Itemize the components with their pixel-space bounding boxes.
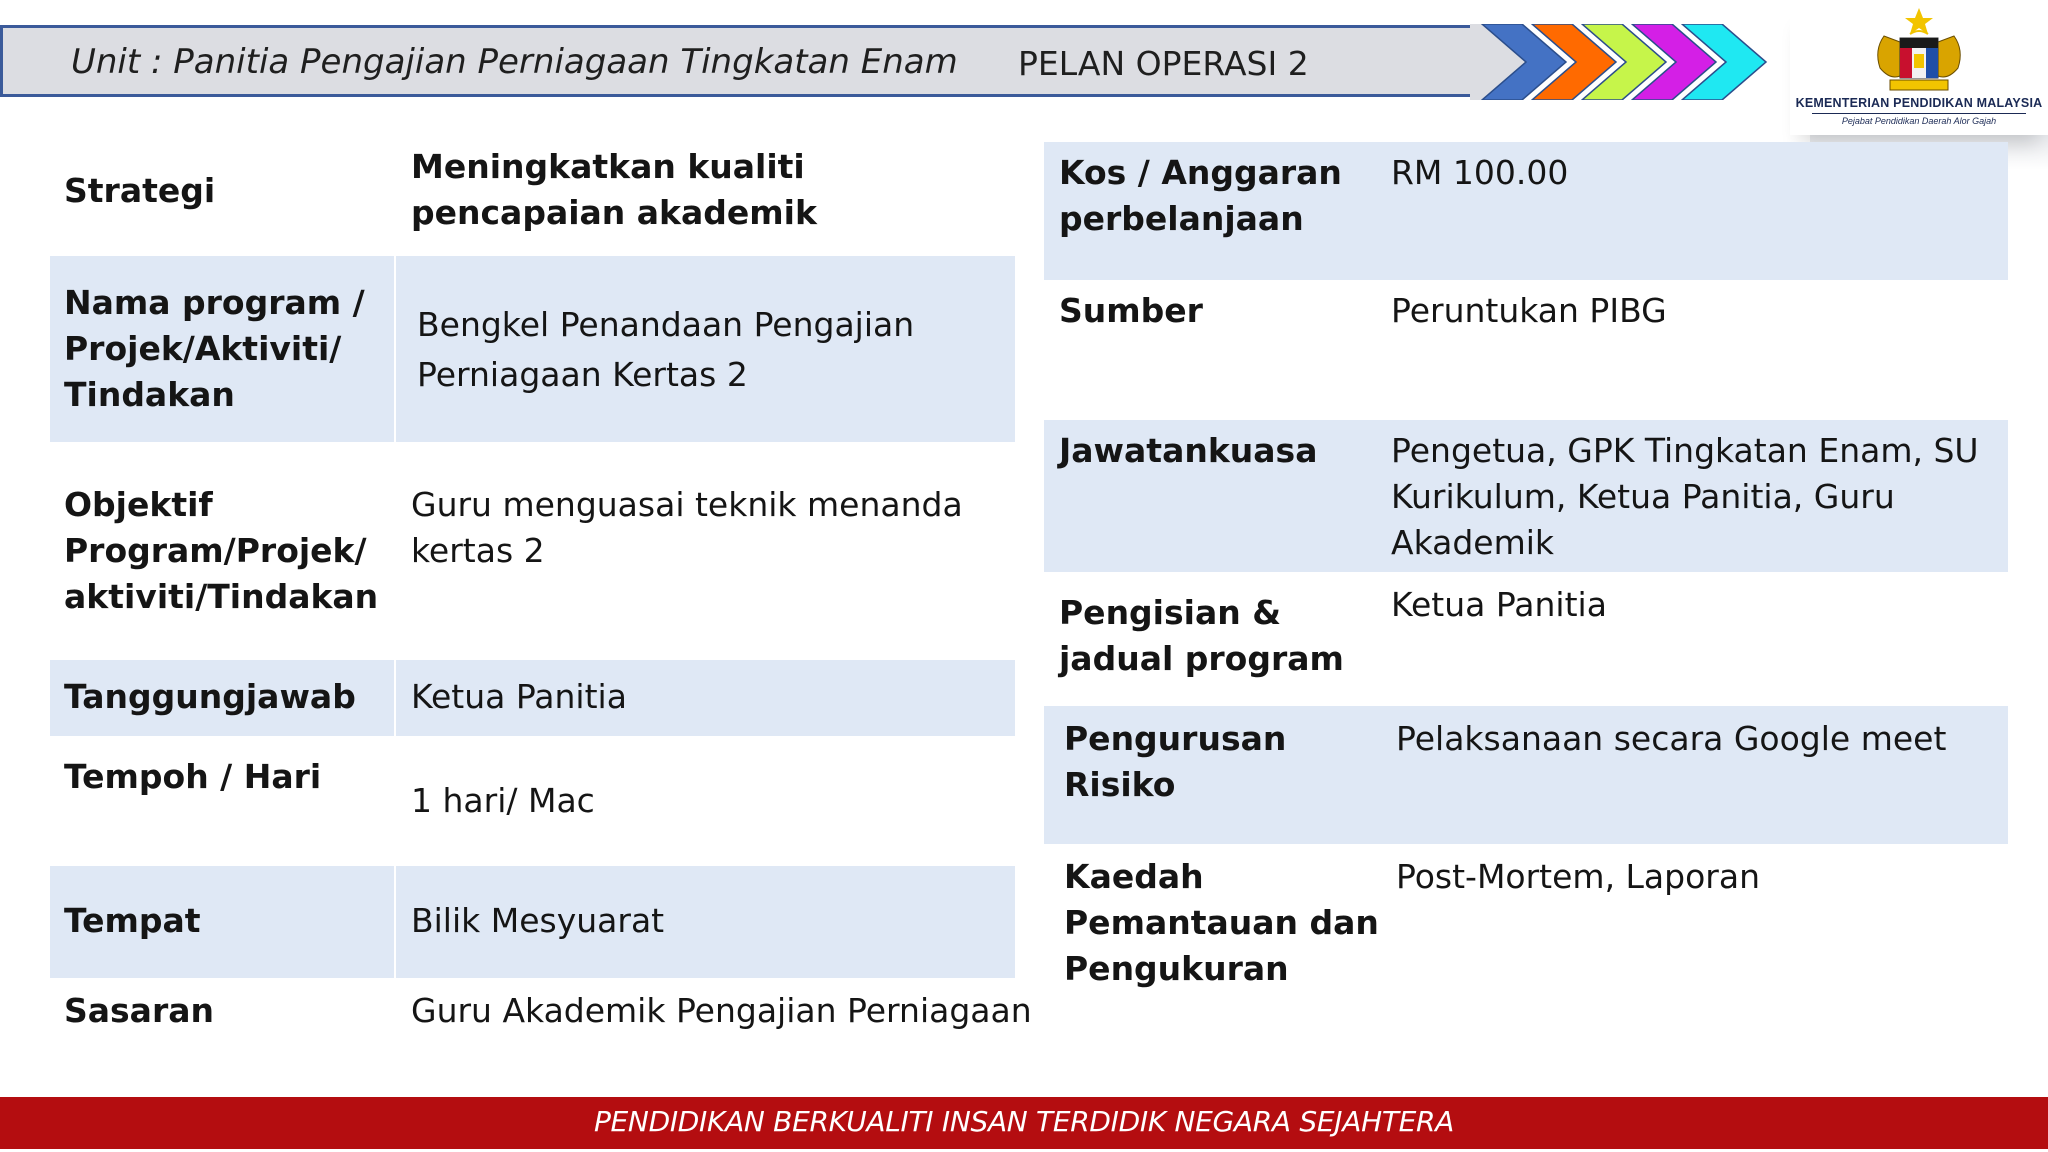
table-row <box>1044 420 2008 572</box>
footer-bar <box>0 1097 2048 1149</box>
row-label: Sasaran <box>64 991 214 1030</box>
row-value: Ketua Panitia <box>411 677 627 716</box>
header-banner <box>0 25 1490 97</box>
row-value: Peruntukan PIBG <box>1391 291 1667 330</box>
unit-title: Unit : Panitia Pengajian Perniagaan Tingkatan Enam <box>71 42 958 82</box>
table-row <box>1044 142 2008 280</box>
table-row <box>50 140 1015 256</box>
logo-office-name: Pejabat Pendidikan Daerah Alor Gajah <box>1841 116 1997 126</box>
logo-divider <box>1812 113 2026 114</box>
row-label: Nama program / Projek/Aktiviti/ Tindakan <box>64 283 365 414</box>
row-label: Objektif Program/Projek/ aktiviti/Tindakan <box>64 485 379 616</box>
table-row <box>1044 280 2008 420</box>
row-value: Bilik Mesyuarat <box>411 901 665 940</box>
row-label: Kos / Anggaran perbelanjaan <box>1059 153 1342 238</box>
row-label: Tempat <box>64 901 201 940</box>
row-value: Meningkatkan kualiti pencapaian akademik <box>411 147 817 232</box>
row-label: Tanggungjawab <box>64 677 356 716</box>
row-value: Ketua Panitia <box>1391 585 1607 624</box>
column-divider <box>394 866 396 978</box>
table-row <box>50 736 1015 866</box>
row-label: Pengisian & jadual program <box>1059 593 1344 678</box>
row-value: Guru menguasai teknik menanda kertas 2 <box>411 485 963 570</box>
row-label: Pengurusan Risiko <box>1064 719 1287 804</box>
table-row <box>1044 844 2008 1044</box>
ministry-logo <box>1790 0 2048 135</box>
row-value: Post-Mortem, Laporan <box>1396 857 1760 896</box>
row-label: Tempoh / Hari <box>64 757 322 796</box>
coat-of-arms-icon <box>1870 6 1968 94</box>
footer-motto: PENDIDIKAN BERKUALITI INSAN TERDIDIK NEGARA SEJAHTERA <box>593 1105 1455 1138</box>
row-value: RM 100.00 <box>1391 153 1569 192</box>
row-value: Guru Akademik Pengajian Perniagaan <box>411 991 1032 1030</box>
row-label: Strategi <box>64 171 216 210</box>
row-value: Pengetua, GPK Tingkatan Enam, SU Kurikulum, Ketua Panitia, Guru Akademik <box>1391 431 1979 562</box>
column-divider <box>394 660 396 736</box>
row-value: Pelaksanaan secara Google meet <box>1396 719 1947 758</box>
row-label: Kaedah Pemantauan dan Pengukuran <box>1064 857 1379 988</box>
row-value: Bengkel Penandaan Pengajian Perniagaan Kertas 2 <box>417 305 915 394</box>
column-divider <box>394 256 396 442</box>
table-row <box>1044 572 2008 706</box>
row-label: Jawatankuasa <box>1059 431 1318 470</box>
row-value: 1 hari/ Mac <box>411 781 595 820</box>
table-row <box>50 978 1032 1048</box>
table-row <box>50 442 1015 660</box>
table-row <box>1044 706 2008 844</box>
logo-ministry-name: KEMENTERIAN PENDIDIKAN MALAYSIA <box>1795 96 2043 110</box>
table-row <box>50 866 1015 978</box>
row-label: Sumber <box>1059 291 1203 330</box>
chevron-arrows-icon <box>1470 24 1770 100</box>
table-row <box>50 660 1015 736</box>
table-row <box>50 256 1015 442</box>
page-title: PELAN OPERASI 2 <box>1018 44 1309 83</box>
